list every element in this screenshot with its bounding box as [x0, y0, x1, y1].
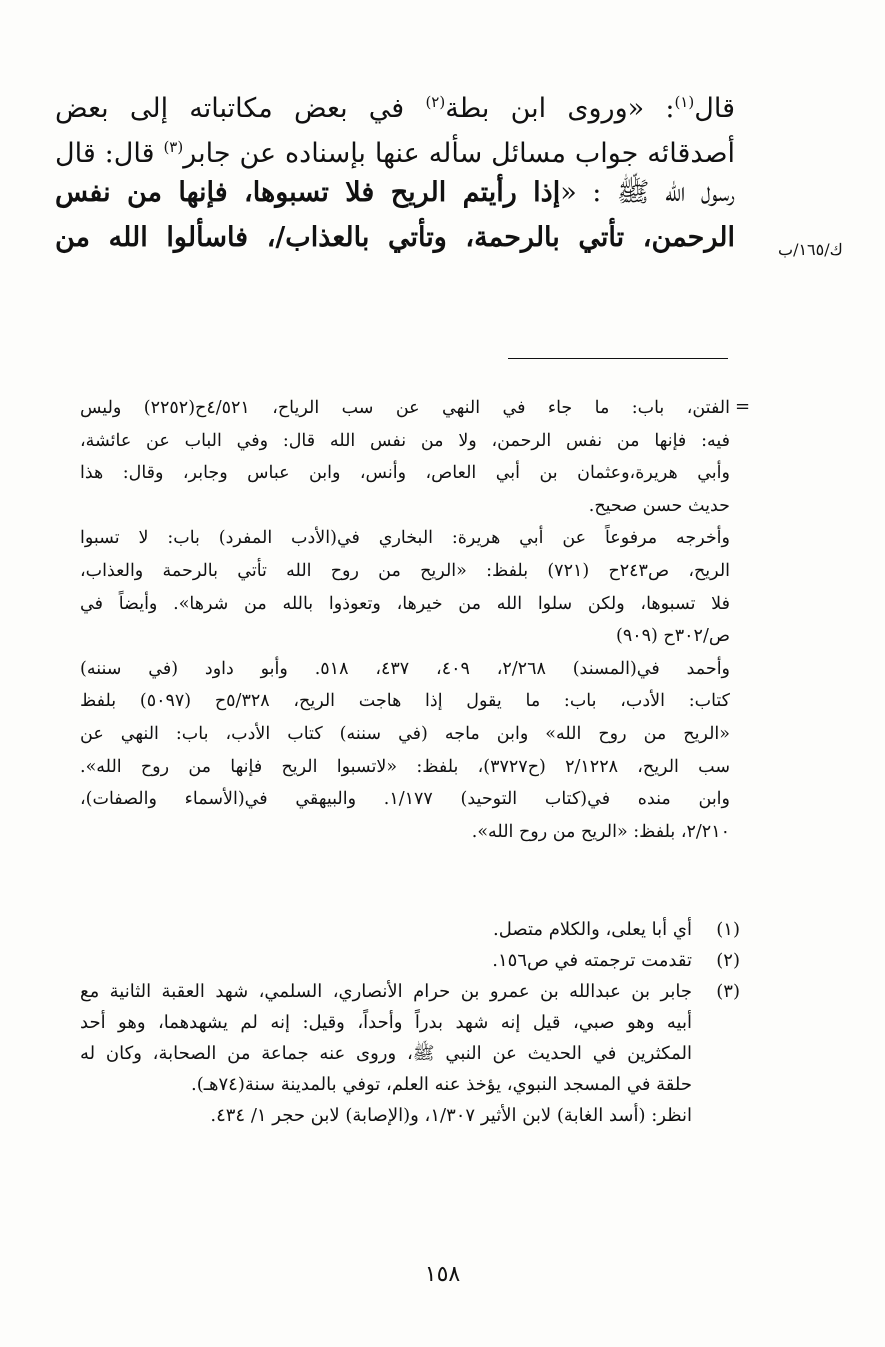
main-line-3 [55, 170, 735, 215]
hadith-text: الرحمن، تأتي بالرحمة، وتأتي بالعذاب/، فاسألوا الله من [55, 222, 735, 253]
footnote-line: أي أبا يعلى، والكلام متصل. [493, 919, 692, 940]
text-run: قال: قال [55, 138, 164, 169]
footnote-line: حلقة في المسجد النبوي، يؤخذ عنه العلم، توفي بالمدينة سنة(٧٤هـ). [190, 1074, 692, 1095]
footnote-line: ٢/٢١٠، بلفظ: «الريح من روح الله». [471, 821, 730, 842]
page-number: ١٥٨ [424, 1262, 461, 1287]
footnote-number: (٣) [716, 981, 740, 1002]
footnote-line: انظر: (أسد الغابة) لابن الأثير ١/٣٠٧، و(الإصابة) لابن حجر ١/ ٤٣٤. [210, 1105, 692, 1126]
footnote-line: وابن منده في(كتاب التوحيد) ١/١٧٧. والبيهقي في(الأسماء والصفات)، [80, 789, 730, 810]
footnote-continuation [80, 392, 730, 848]
footnote-number: (٢) [716, 950, 740, 971]
continuation-marker: = [735, 396, 751, 417]
footnote-line: سب الريح، ٢/١٢٢٨ (ح٣٧٢٧)، بلفظ: «لاتسبوا الريح فإنها من روح الله». [80, 756, 731, 777]
footnote-line: «الريح من روح الله» وابن ماجه (في سننه) كتاب الأدب، باب: النهي عن [80, 723, 730, 744]
footnote-separator [508, 358, 728, 359]
footnote-line: وأبي هريرة،وعثمان بن أبي العاص، وأنس، وابن عباس وجابر، وقال: هذا [80, 463, 730, 484]
manuscript-folio-note: ك/١٦٥/ب [778, 240, 843, 259]
footnote-line: حديث حسن صحيح. [588, 495, 730, 516]
footnote-2 [80, 945, 740, 976]
footnote-line: أبيه وهو صبي، قيل إنه شهد بدراً وأحداً، وقيل: إنه لم يشهدهما، وهو أحد [80, 1012, 692, 1033]
footnote-line: المكثرين في الحديث عن النبي ﷺ، وروى عنه جماعة من الصحابة، وكان له [80, 1043, 692, 1064]
footnote-line: الريح، ص٢٤٣ح (٧٢١) بلفظ: «الريح من روح الله تأتي بالرحمة والعذاب، [80, 560, 731, 581]
text-run: قال [694, 93, 735, 124]
footnote-1 [80, 914, 740, 945]
footnote-line: جابر بن عبدالله بن عمرو بن حرام الأنصاري، السلمي، شهد العقبة الثانية مع [80, 981, 692, 1002]
text-run: في بعض مكاتباته إلى بعض [55, 93, 426, 124]
footnotes [80, 914, 740, 1131]
text-run: : «وروى ابن بطة [445, 93, 675, 124]
footnote-line: ص/٣٠٢ح (٩٠٩) [616, 626, 730, 647]
footnote-line: كتاب: الأدب، باب: ما يقول إذا هاجت الريح، ٥/٣٢٨ح (٥٠٩٧) بلفظ [80, 691, 731, 712]
text-run: رسول الله ﷺ : « [560, 177, 735, 208]
footnote-3 [80, 976, 740, 1131]
footnote-line: وأحمد في(المسند) ٢/٢٦٨، ٤٠٩، ٤٣٧، ٥١٨. وأبو داود (في سننه) [80, 658, 731, 679]
hadith-text: إذا رأيتم الريح فلا تسبوها، فإنها من نفس [55, 177, 561, 208]
footnote-ref-2[interactable]: (٢) [425, 93, 446, 111]
footnote-line: تقدمت ترجمته في ص١٥٦. [492, 950, 692, 971]
footnote-line: الفتن، باب: ما جاء في النهي عن سب الرياح، ٤/٥٢١ح(٢٢٥٢) وليس [80, 398, 730, 418]
footnote-ref-1[interactable]: (١) [674, 93, 695, 111]
main-line-4 [55, 215, 735, 260]
main-line-2 [55, 125, 735, 170]
footnote-number: (١) [716, 919, 740, 940]
footnote-line: فيه: فإنها من نفس الرحمن، ولا من نفس الله قال: وفي الباب عن عائشة، [80, 430, 730, 451]
main-line-1 [55, 80, 735, 125]
footnote-line: فلا تسبوها، ولكن سلوا الله من خيرها، وتعوذوا بالله من شرها». وأيضاً في [80, 593, 730, 614]
text-run: أصدقائه جواب مسائل سأله عنها بإسناده عن جابر [183, 138, 736, 169]
footnote-ref-3[interactable]: (٣) [163, 138, 184, 156]
main-text [55, 80, 735, 260]
footnote-line: وأخرجه مرفوعاً عن أبي هريرة: البخاري في(الأدب المفرد) باب: لا تسبوا [80, 528, 730, 549]
